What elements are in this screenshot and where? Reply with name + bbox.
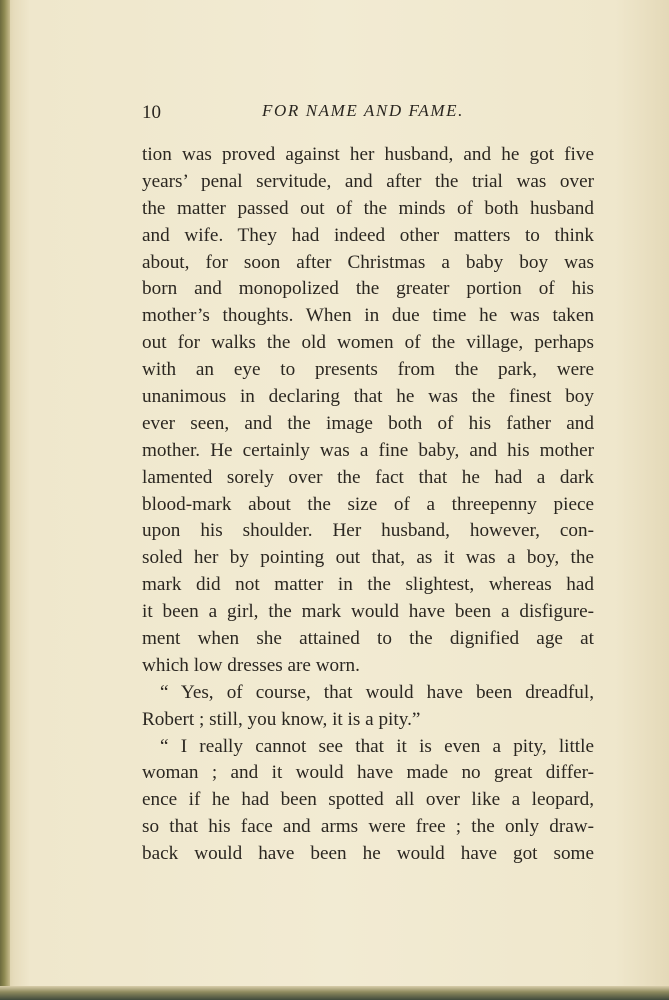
text-line: unanimous in declaring that he was the finest boy	[142, 386, 594, 408]
text-line: tion was proved against her husband, and he got five	[142, 144, 594, 165]
text-line: lamented sorely over the fact that he had a dark	[142, 466, 594, 488]
running-header	[138, 98, 598, 126]
paragraph-end-line: Robert ; still, you know, it is a pity.”	[142, 708, 421, 730]
text-line: woman ; and it would have made no great differ-	[142, 762, 594, 784]
text-line: soled her by pointing out that, as it was a boy, the	[142, 547, 594, 569]
text-line: ment when she attained to the dignified age at	[142, 628, 594, 650]
dialogue-line: “ Yes, of course, that would have been dreadful,	[160, 681, 594, 703]
text-line: ever seen, and the image both of his father and	[142, 412, 594, 434]
paragraph-end-line: which low dresses are worn.	[142, 654, 360, 676]
page-number: 10	[142, 102, 161, 123]
text-line: and wife. They had indeed other matters to think	[142, 224, 594, 246]
text-line: so that his face and arms were free ; the only draw-	[142, 816, 594, 838]
running-title: FOR NAME AND FAME.	[262, 101, 464, 120]
text-line: ence if he had been spotted all over like a leopard,	[142, 789, 594, 811]
text-line: the matter passed out of the minds of both husband	[142, 197, 594, 219]
text-line: born and monopolized the greater portion of his	[142, 278, 594, 300]
text-line: mother. He certainly was a fine baby, and his mother	[142, 439, 594, 461]
text-line: blood-mark about the size of a threepenny piece	[142, 493, 594, 515]
text-line: it been a girl, the mark would have been a disfigure-	[142, 601, 594, 623]
text-line: mark did not matter in the slightest, whereas had	[142, 574, 594, 596]
text-line: out for walks the old women of the village, perhaps	[142, 332, 594, 354]
text-line: mother’s thoughts. When in due time he was taken	[142, 305, 594, 327]
text-line: upon his shoulder. Her husband, however, con-	[142, 520, 594, 542]
body-text	[142, 142, 594, 868]
text-line: about, for soon after Christmas a baby boy was	[142, 251, 594, 273]
binding-edge	[0, 0, 10, 1000]
text-line: years’ penal servitude, and after the trial was over	[142, 170, 594, 192]
page-bottom-edge	[0, 986, 669, 1000]
text-line: back would have been he would have got some	[142, 843, 594, 865]
dialogue-line: “ I really cannot see that it is even a pity, little	[160, 735, 594, 757]
text-line: with an eye to presents from the park, were	[142, 359, 594, 381]
